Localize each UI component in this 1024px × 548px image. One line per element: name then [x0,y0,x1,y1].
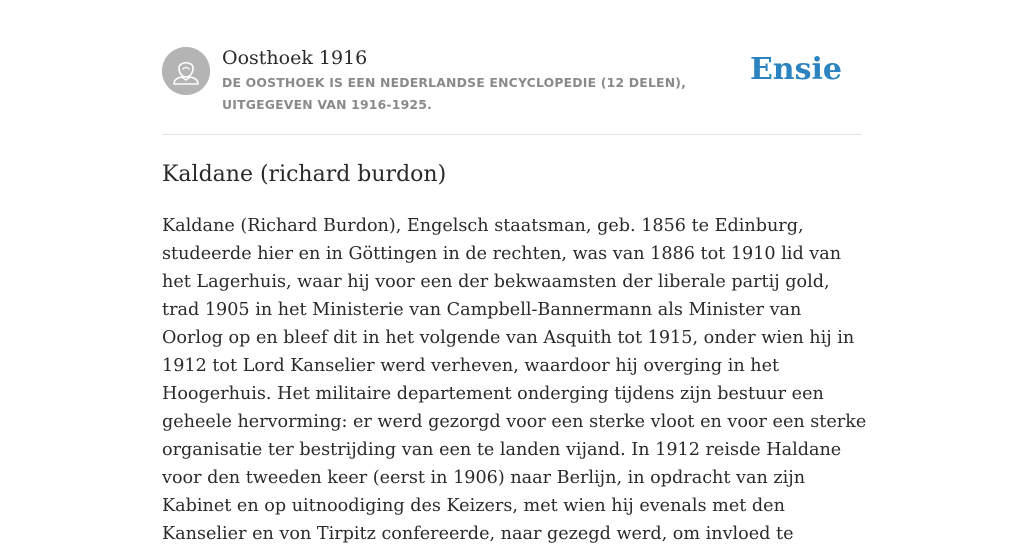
source-title[interactable]: Oosthoek 1916 [222,47,368,69]
source-header [162,0,862,135]
article-title: Kaldane (richard burdon) [162,162,447,187]
ensie-logo-link[interactable]: Ensie [749,52,842,87]
article-body: Kaldane (Richard Burdon), Engelsch staatsman, geb. 1856 te Edinburg, studeerde hier en in Göttingen in de rechten, was van 1886 tot 1910 lid van het Lagerhuis, waar hij voor een der bekwaamsten der liberale partij gold, trad 1905 in het Ministerie van Campbell-Bannermann als Minister van Oorlog op en bleef dit in het volgende van Asquith tot 1915, onder wien hij in 1912 tot Lord Kanselier werd verheven, waardoor hij overging in het Hoogerhuis. Het militaire departement onderging tijdens zijn bestuur een geheele hervorming: er werd gezorgd voor een sterke vloot en voor een sterke organisatie ter bestrijding van een te landen vijand. In 1912 reisde Haldane voor den tweeden keer (eerst in 1906) naar Berlijn, in opdracht van zijn Kabinet en op uitnoodiging des Keizers, met wien hij evenals met den Kanselier en von Tirpitz confereerde, naar gezegd werd, om invloed te [162,216,867,544]
source-description: DE OOSTHOEK IS EEN NEDERLANDSE ENCYCLOPEDIE (12 DELEN), UITGEGEVEN VAN 1916-1925. [222,75,687,112]
page-container [162,0,867,544]
user-avatar-icon[interactable] [162,47,210,95]
